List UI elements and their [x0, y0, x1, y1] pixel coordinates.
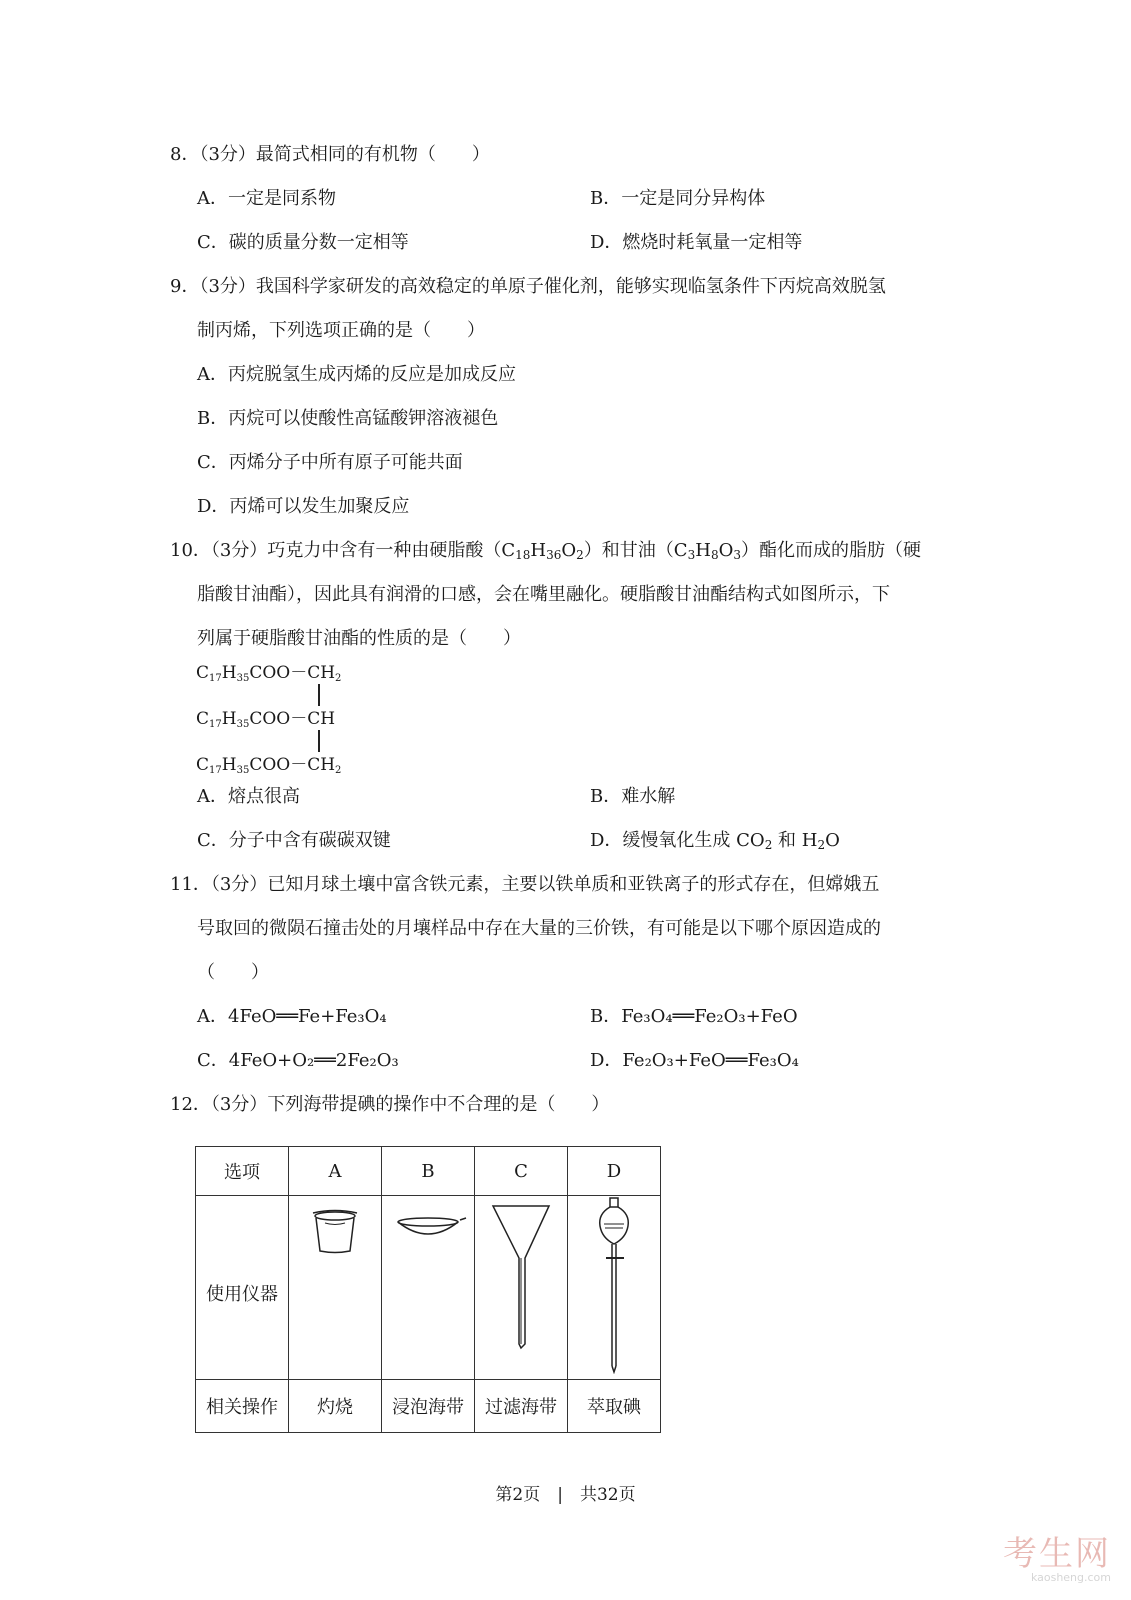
watermark-url: kaosheng.com: [1030, 1571, 1111, 1584]
q9-stem-line2: 制丙烯，下列选项正确的是（ ）: [197, 320, 485, 341]
table-cell: 相关操作: [196, 1380, 289, 1433]
q12-stem: 12．（3分）下列海带提碘的操作中不合理的是（ ）: [170, 1094, 610, 1115]
q10-option-b: B．难水解: [590, 786, 676, 807]
page-number: 第2页 | 共32页: [495, 1485, 636, 1505]
table-cell: 浸泡海带: [382, 1380, 475, 1433]
watermark-logo: [1003, 1526, 1111, 1584]
table-cell: [382, 1196, 475, 1380]
table-cell: B: [382, 1147, 475, 1196]
funnel-icon: [475, 1196, 567, 1374]
q8-option-c: C．碳的质量分数一定相等: [197, 232, 409, 253]
formula-row-2: $C_{17}H_{35}COO-CH$: [196, 709, 336, 730]
bond-line-1: [318, 684, 320, 706]
q8-option-b: B．一定是同分异构体: [590, 188, 766, 209]
table-cell: C: [475, 1147, 568, 1196]
table-header-row: [196, 1147, 661, 1196]
q10-stem-line2: 脂酸甘油酯），因此具有润滑的口感，会在嘴里融化。硬脂酸甘油酯结构式如图所示，下: [197, 584, 890, 605]
table-cell: [475, 1196, 568, 1380]
formula-row-1: $C_{17}H_{35}COO-CH_2$: [196, 663, 342, 684]
q11-option-d: D．Fe₂O₃+FeO══Fe₃O₄: [590, 1050, 799, 1071]
q11-stem-line2: 号取回的微陨石撞击处的月壤样品中存在大量的三价铁，有可能是以下哪个原因造成的: [197, 918, 881, 939]
table-cell: [196, 1196, 289, 1380]
table-cell: D: [568, 1147, 661, 1196]
q11-stem-line3: （ ）: [197, 962, 269, 983]
q9-option-a: A．丙烷脱氢生成丙烯的反应是加成反应: [197, 364, 516, 385]
q10-option-d: D．缓慢氧化生成 $CO_2$ 和 $H_2O$: [590, 830, 840, 852]
q9-option-c: C．丙烯分子中所有原子可能共面: [197, 452, 463, 473]
table-cell: 选项: [196, 1147, 289, 1196]
table-cell: 灼烧: [289, 1380, 382, 1433]
table-row-operations: [196, 1380, 661, 1433]
instrument-row-label: 使用仪器: [206, 1283, 278, 1305]
q9-option-d: D．丙烯可以发生加聚反应: [197, 496, 410, 517]
q8-option-d: D．燃烧时耗氧量一定相等: [590, 232, 803, 253]
bond-line-2: [318, 730, 320, 752]
q10-option-c: C．分子中含有碳碳双键: [197, 830, 391, 851]
q9-stem-line1: 9．（3分）我国科学家研发的高效稳定的单原子催化剂，能够实现临氢条件下丙烷高效脱氢: [170, 276, 886, 297]
watermark-text: 考生网: [1003, 1534, 1111, 1574]
q11-option-b: B．Fe₃O₄══Fe₂O₃+FeO: [590, 1006, 798, 1027]
evaporating-dish-icon: [382, 1196, 474, 1374]
table-row-instruments: [196, 1196, 661, 1380]
table-cell: 萃取碘: [568, 1380, 661, 1433]
q8-stem: 8．（3分）最简式相同的有机物（ ）: [170, 144, 490, 165]
table-cell: 过滤海带: [475, 1380, 568, 1433]
crucible-icon: [289, 1196, 381, 1374]
table-cell: A: [289, 1147, 382, 1196]
q11-stem-line1: 11．（3分）已知月球土壤中富含铁元素，主要以铁单质和亚铁离子的形式存在，但嫦娥五: [170, 874, 880, 895]
formula-row-3: $C_{17}H_{35}COO-CH_2$: [196, 755, 342, 776]
table-cell: [568, 1196, 661, 1380]
table-cell: [289, 1196, 382, 1380]
q8-option-a: A．一定是同系物: [197, 188, 336, 209]
q9-option-b: B．丙烷可以使酸性高锰酸钾溶液褪色: [197, 408, 499, 429]
q10-stem-line1: 10．（3分）巧克力中含有一种由硬脂酸$(C_{18}H_{36}O_2)$和甘油$(C_3H_8O_3)$酯化而成的脂肪（硬: [170, 540, 921, 562]
q11-option-c: C．4FeO+O₂══2Fe₂O₃: [197, 1050, 399, 1071]
separatory-funnel-icon: [568, 1196, 660, 1374]
q11-option-a: A．4FeO══Fe+Fe₃O₄: [197, 1006, 387, 1027]
instrument-table: [195, 1146, 661, 1433]
q10-stem-line3: 列属于硬脂酸甘油酯的性质的是（ ）: [197, 628, 521, 649]
q10-option-a: A．熔点很高: [197, 786, 300, 807]
